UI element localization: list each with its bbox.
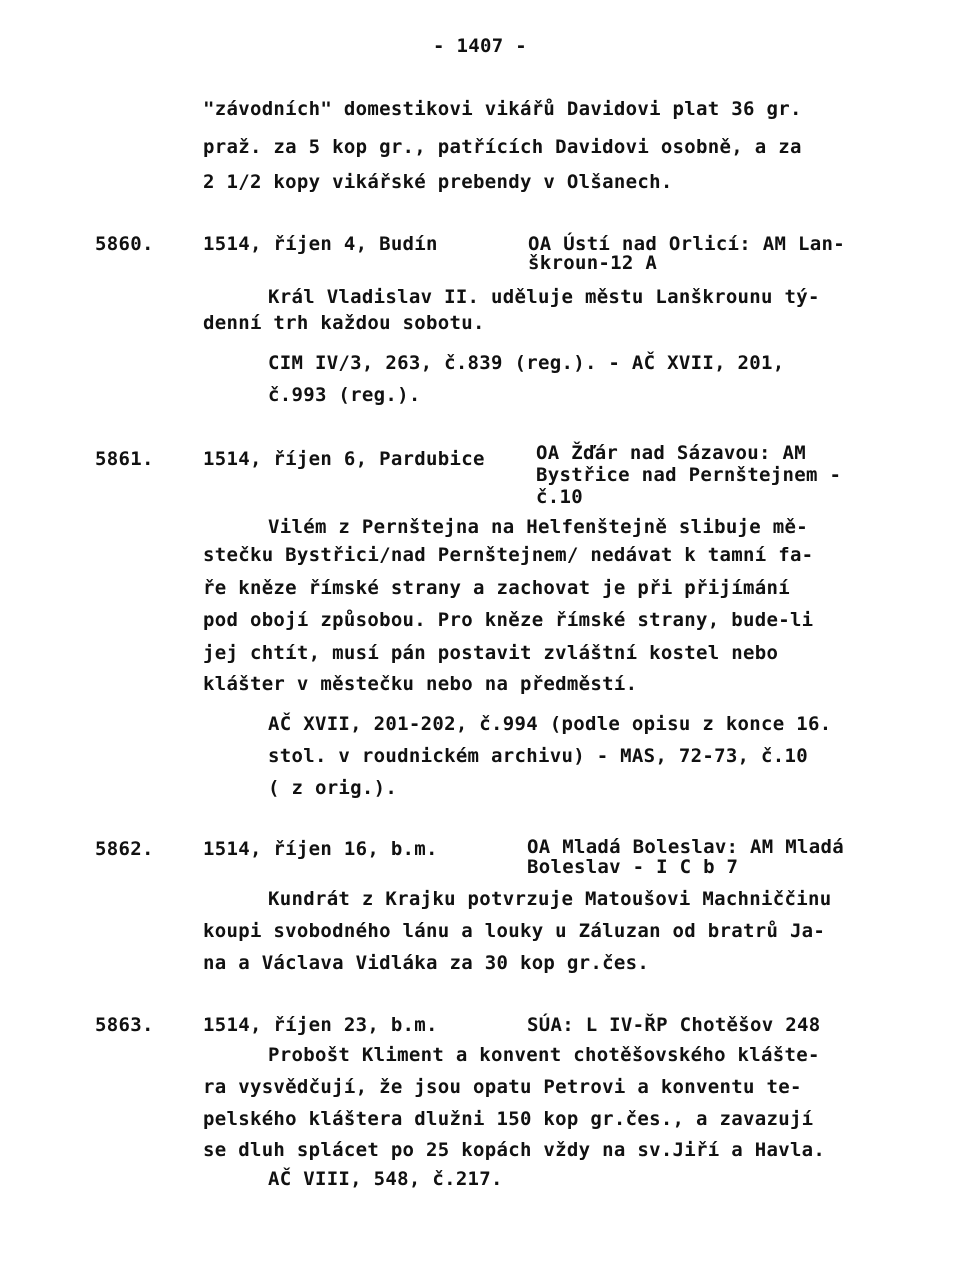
entry-number: 5862. [95,838,154,860]
entry-date: 1514, říjen 6, Pardubice [203,448,485,470]
entry-source: Bystřice nad Pernštejnem - [536,464,842,486]
entry-source: OA Žďár nad Sázavou: AM [536,442,806,464]
entry-reference: CIM IV/3, 263, č.839 (reg.). - AČ XVII, 201, [268,352,785,374]
entry-source: škroun-12 A [528,252,658,274]
entry-text: klášter v městečku nebo na předměstí. [203,673,638,695]
entry-number: 5860. [95,233,154,255]
entry-text: jej chtít, musí pán postavit zvláštní kostel nebo [203,642,779,664]
entry-text: pelského kláštera dlužni 150 kop gr.čes., a zavazují [203,1108,814,1130]
entry-text: ra vysvědčují, že jsou opatu Petrovi a konventu te- [203,1076,802,1098]
entry-reference: č.993 (reg.). [268,384,421,406]
entry-number: 5861. [95,448,154,470]
entry-number: 5863. [95,1014,154,1036]
intro-line: 2 1/2 kopy vikářské prebendy v Olšanech. [203,171,673,193]
entry-source: Boleslav - I C b 7 [527,856,739,878]
entry-source: OA Mladá Boleslav: AM Mladá [527,836,844,858]
entry-reference: ( z orig.). [268,777,398,799]
entry-text: na a Václava Vidláka za 30 kop gr.čes. [203,952,650,974]
entry-text: se dluh splácet po 25 kopách vždy na sv.Jiří a Havla. [203,1139,826,1161]
entry-source: SÚA: L IV-ŘP Chotěšov 248 [527,1014,821,1036]
entry-text: denní trh každou sobotu. [203,312,485,334]
entry-date: 1514, říjen 23, b.m. [203,1014,438,1036]
intro-line: "závodních" domestikovi vikářů Davidovi plat 36 gr. [203,98,802,120]
entry-text: ře kněze římské strany a zachovat je při přijímání [203,577,790,599]
entry-text: Král Vladislav II. uděluje městu Lanškrounu tý- [268,286,820,308]
entry-date: 1514, říjen 16, b.m. [203,838,438,860]
entry-source: OA Ústí nad Orlicí: AM Lan- [528,233,845,255]
entry-reference: AČ XVII, 201-202, č.994 (podle opisu z konce 16. [268,713,832,735]
entry-text: stečku Bystřici/nad Pernštejnem/ nedávat k tamní fa- [203,544,814,566]
entry-reference: stol. v roudnickém archivu) - MAS, 72-73, č.10 [268,745,808,767]
entry-reference: AČ VIII, 548, č.217. [268,1168,503,1190]
entry-text: Probošt Kliment a konvent chotěšovského klášte- [268,1044,820,1066]
entry-text: Kundrát z Krajku potvrzuje Matoušovi Machniččinu [268,888,832,910]
entry-source: č.10 [536,486,583,508]
entry-date: 1514, říjen 4, Budín [203,233,438,255]
entry-text: pod obojí způsobou. Pro kněze římské strany, bude-li [203,609,814,631]
page-number: - 1407 - [433,35,527,57]
intro-line: praž. za 5 kop gr., patřících Davidovi osobně, a za [203,136,802,158]
entry-text: Vilém z Pernštejna na Helfenštejně slibuje mě- [268,516,808,538]
entry-text: koupi svobodného lánu a louky u Záluzan od bratrů Ja- [203,920,826,942]
